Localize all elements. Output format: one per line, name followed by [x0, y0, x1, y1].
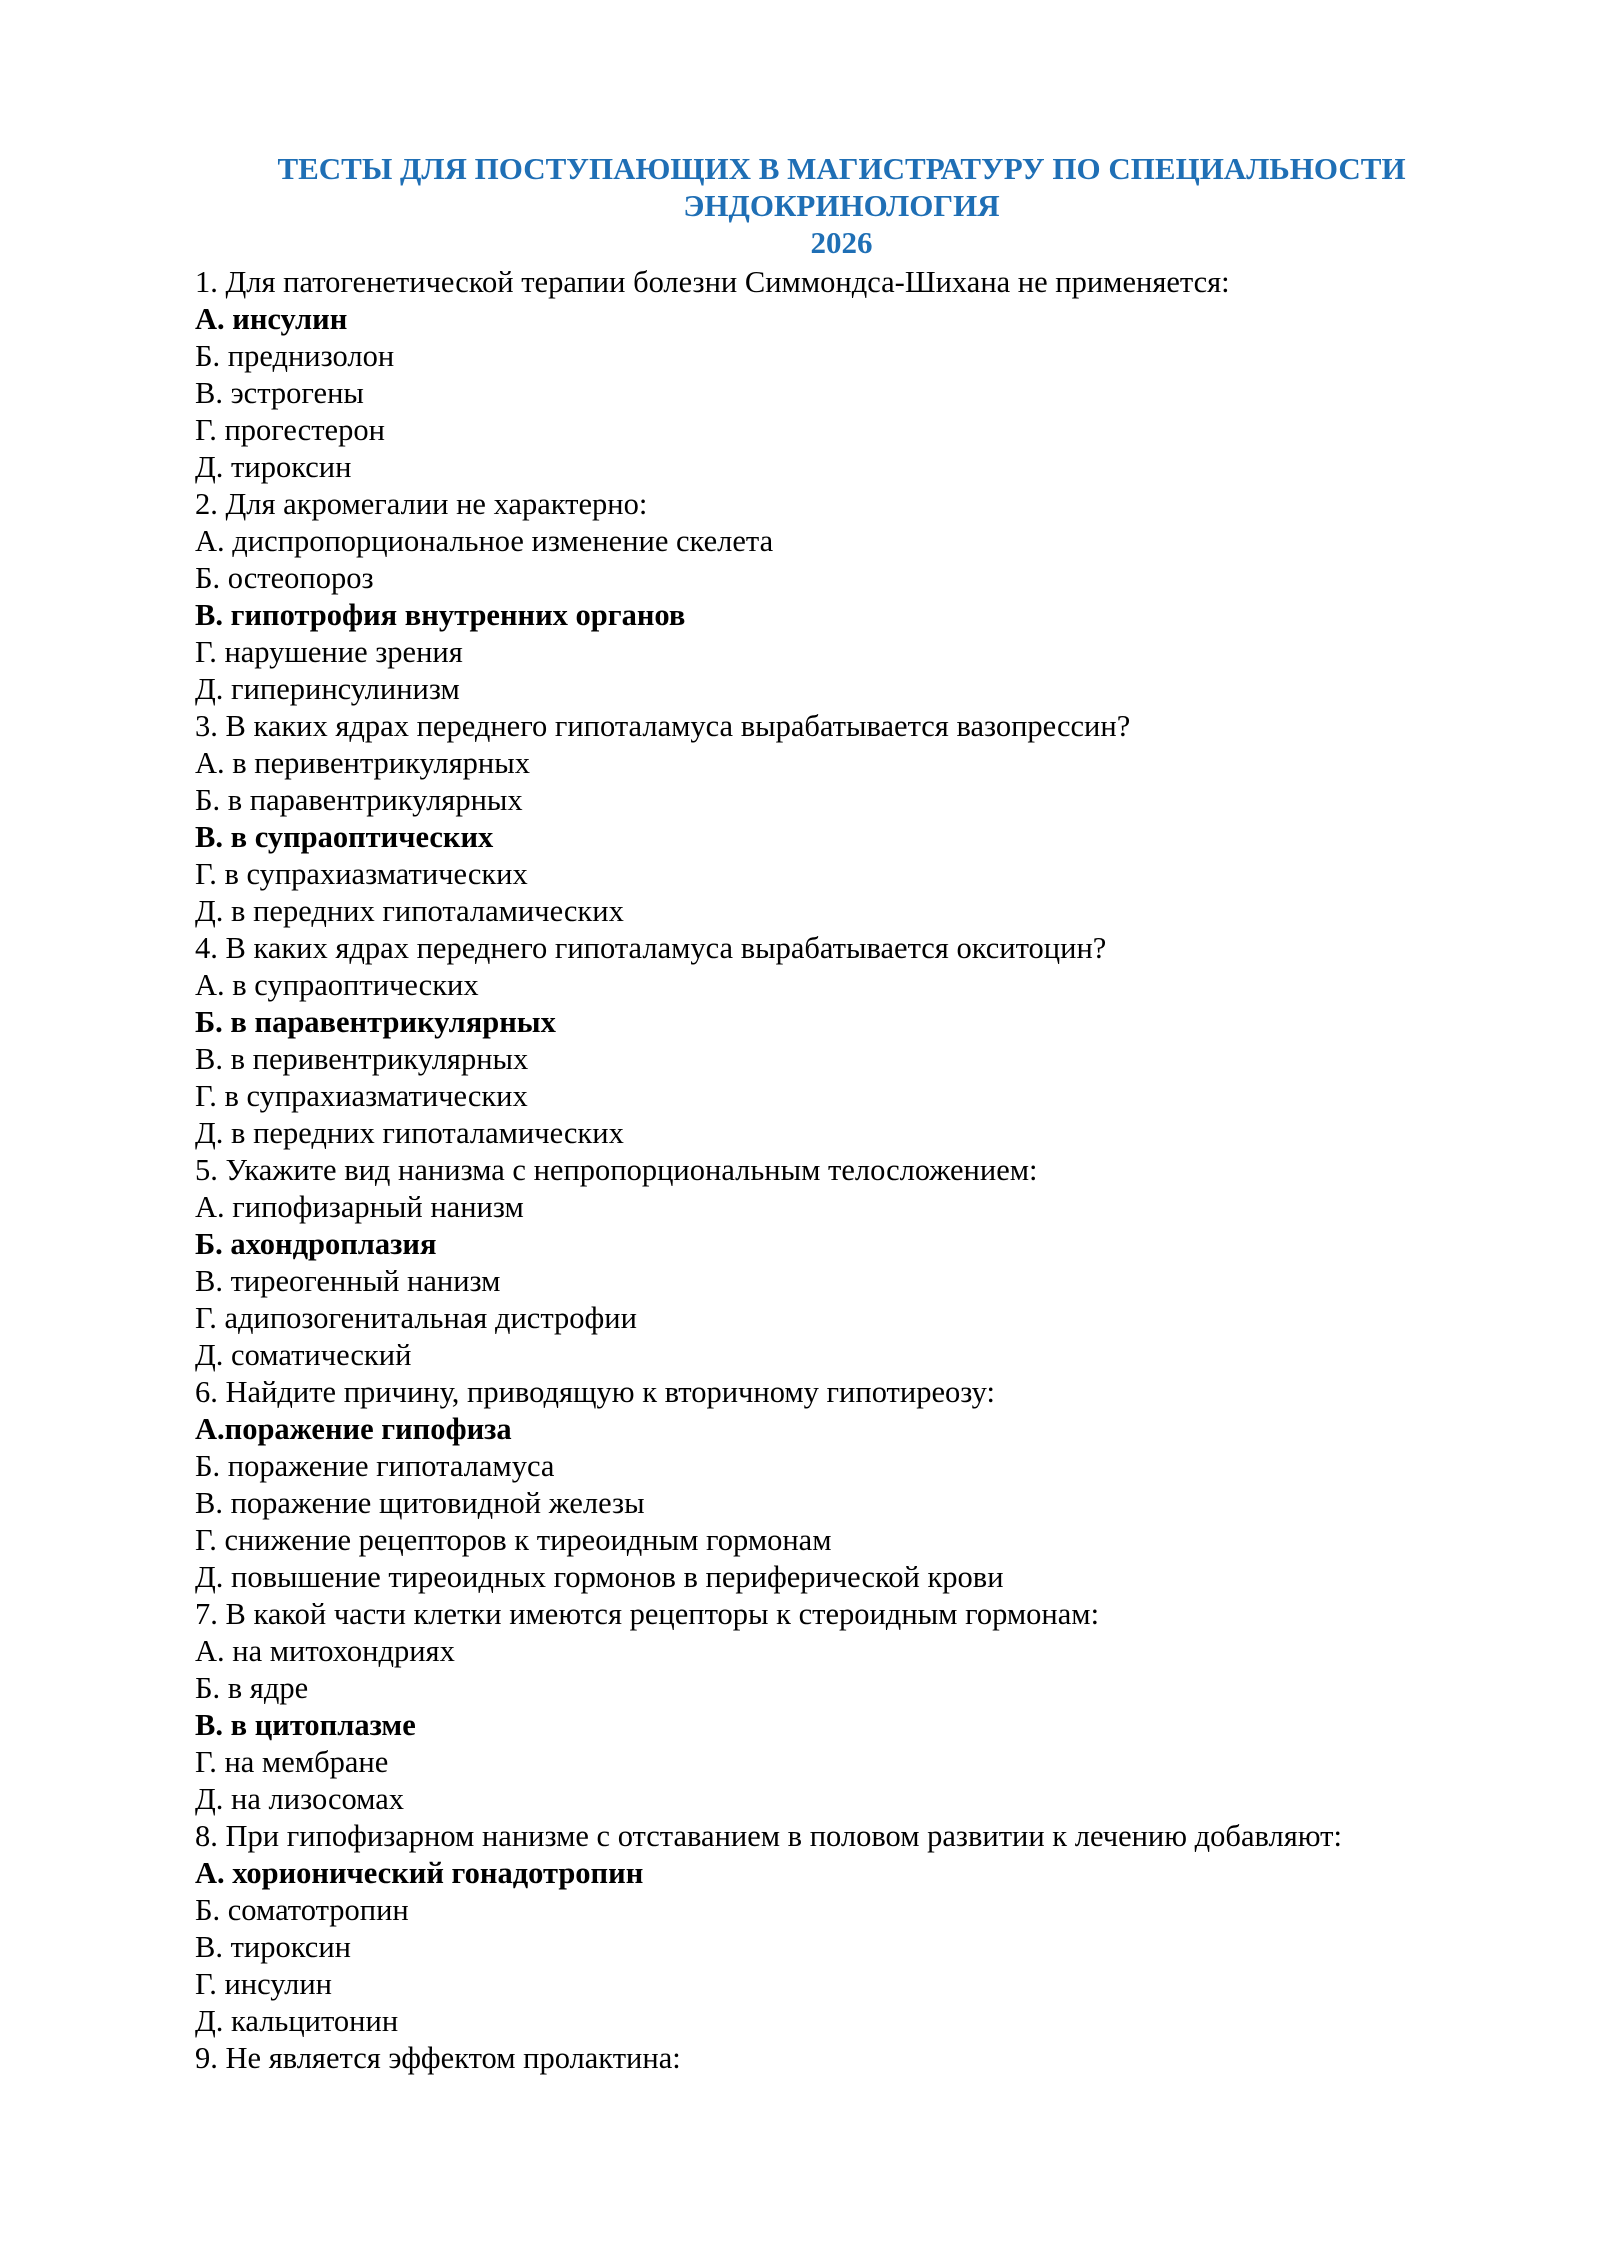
answer-option: Г. нарушение зрения — [195, 635, 463, 669]
answer-option: Б. преднизолон — [195, 339, 395, 373]
answer-option-correct: В. в супраоптических — [195, 820, 494, 854]
answer-option: Г. адипозогенитальная дистрофии — [195, 1301, 637, 1335]
answer-option: Д. кальцитонин — [195, 2004, 399, 2038]
answer-option: В. эстрогены — [195, 376, 364, 410]
question-text: 3. В каких ядрах переднего гипоталамуса вырабатывается вазопрессин? — [195, 709, 1131, 743]
question-block — [195, 264, 1505, 486]
answer-option: В. тироксин — [195, 1930, 351, 1964]
answer-option: А. диспропорциональное изменение скелета — [195, 524, 774, 558]
answer-option: А. в супраоптических — [195, 968, 479, 1002]
answer-option-correct: В. в цитоплазме — [195, 1708, 416, 1742]
answer-option-correct: Б. ахондроплазия — [195, 1227, 437, 1261]
question-block — [195, 1596, 1505, 1818]
question-block — [195, 2040, 1505, 2077]
document-header — [195, 150, 1488, 261]
question-text: 8. При гипофизарном нанизме с отставанием в половом развитии к лечению добавляют: — [195, 1819, 1342, 1853]
questions-list — [195, 264, 1505, 2077]
answer-option: Г. в супрахиазматических — [195, 857, 528, 891]
question-text: 6. Найдите причину, приводящую к вторичному гипотиреозу: — [195, 1375, 995, 1409]
question-block — [195, 708, 1505, 930]
answer-option: Г. в супрахиазматических — [195, 1079, 528, 1113]
answer-option: Д. в передних гипоталамических — [195, 1116, 624, 1150]
answer-option-correct: Б. в паравентрикулярных — [195, 1005, 556, 1039]
answer-option: В. в перивентрикулярных — [195, 1042, 529, 1076]
question-text: 5. Укажите вид нанизма с непропорциональным телосложением: — [195, 1153, 1038, 1187]
title-line-1: ТЕСТЫ ДЛЯ ПОСТУПАЮЩИХ В МАГИСТРАТУРУ ПО СПЕЦИАЛЬНОСТИ — [277, 151, 1406, 186]
answer-option-correct: А.поражение гипофиза — [195, 1412, 512, 1446]
answer-option: Д. тироксин — [195, 450, 352, 484]
answer-option: Д. в передних гипоталамических — [195, 894, 624, 928]
title-year: 2026 — [810, 225, 873, 260]
answer-option: В. тиреогенный нанизм — [195, 1264, 501, 1298]
answer-option: Д. гиперинсулинизм — [195, 672, 460, 706]
answer-option: Г. на мембране — [195, 1745, 389, 1779]
answer-option-correct: А. инсулин — [195, 302, 348, 336]
answer-option: Г. прогестерон — [195, 413, 385, 447]
question-text: 1. Для патогенетической терапии болезни Симмондса-Шихана не применяется: — [195, 265, 1230, 299]
question-text: 2. Для акромегалии не характерно: — [195, 487, 648, 521]
question-block — [195, 1818, 1505, 2040]
question-block — [195, 1374, 1505, 1596]
answer-option: Г. снижение рецепторов к тиреоидным гормонам — [195, 1523, 832, 1557]
answer-option-correct: В. гипотрофия внутренних органов — [195, 598, 686, 632]
answer-option: А. в перивентрикулярных — [195, 746, 530, 780]
answer-option: Б. в ядре — [195, 1671, 309, 1705]
answer-option: Г. инсулин — [195, 1967, 332, 2001]
question-text: 9. Не является эффектом пролактина: — [195, 2041, 681, 2075]
answer-option: Б. соматотропин — [195, 1893, 409, 1927]
title-line-2: ЭНДОКРИНОЛОГИЯ — [683, 188, 1000, 223]
answer-option: Д. повышение тиреоидных гормонов в периферической крови — [195, 1560, 1004, 1594]
question-block — [195, 486, 1505, 708]
answer-option: Д. соматический — [195, 1338, 412, 1372]
answer-option: В. поражение щитовидной железы — [195, 1486, 645, 1520]
answer-option: Б. поражение гипоталамуса — [195, 1449, 555, 1483]
question-text: 4. В каких ядрах переднего гипоталамуса вырабатывается окситоцин? — [195, 931, 1107, 965]
answer-option: Б. остеопороз — [195, 561, 374, 595]
question-block — [195, 1152, 1505, 1374]
question-text: 7. В какой части клетки имеются рецепторы к стероидным гормонам: — [195, 1597, 1100, 1631]
question-block — [195, 930, 1505, 1152]
answer-option: Б. в паравентрикулярных — [195, 783, 523, 817]
answer-option-correct: А. хорионический гонадотропин — [195, 1856, 644, 1890]
answer-option: А. гипофизарный нанизм — [195, 1190, 524, 1224]
answer-option: Д. на лизосомах — [195, 1782, 405, 1816]
answer-option: А. на митохондриях — [195, 1634, 455, 1668]
